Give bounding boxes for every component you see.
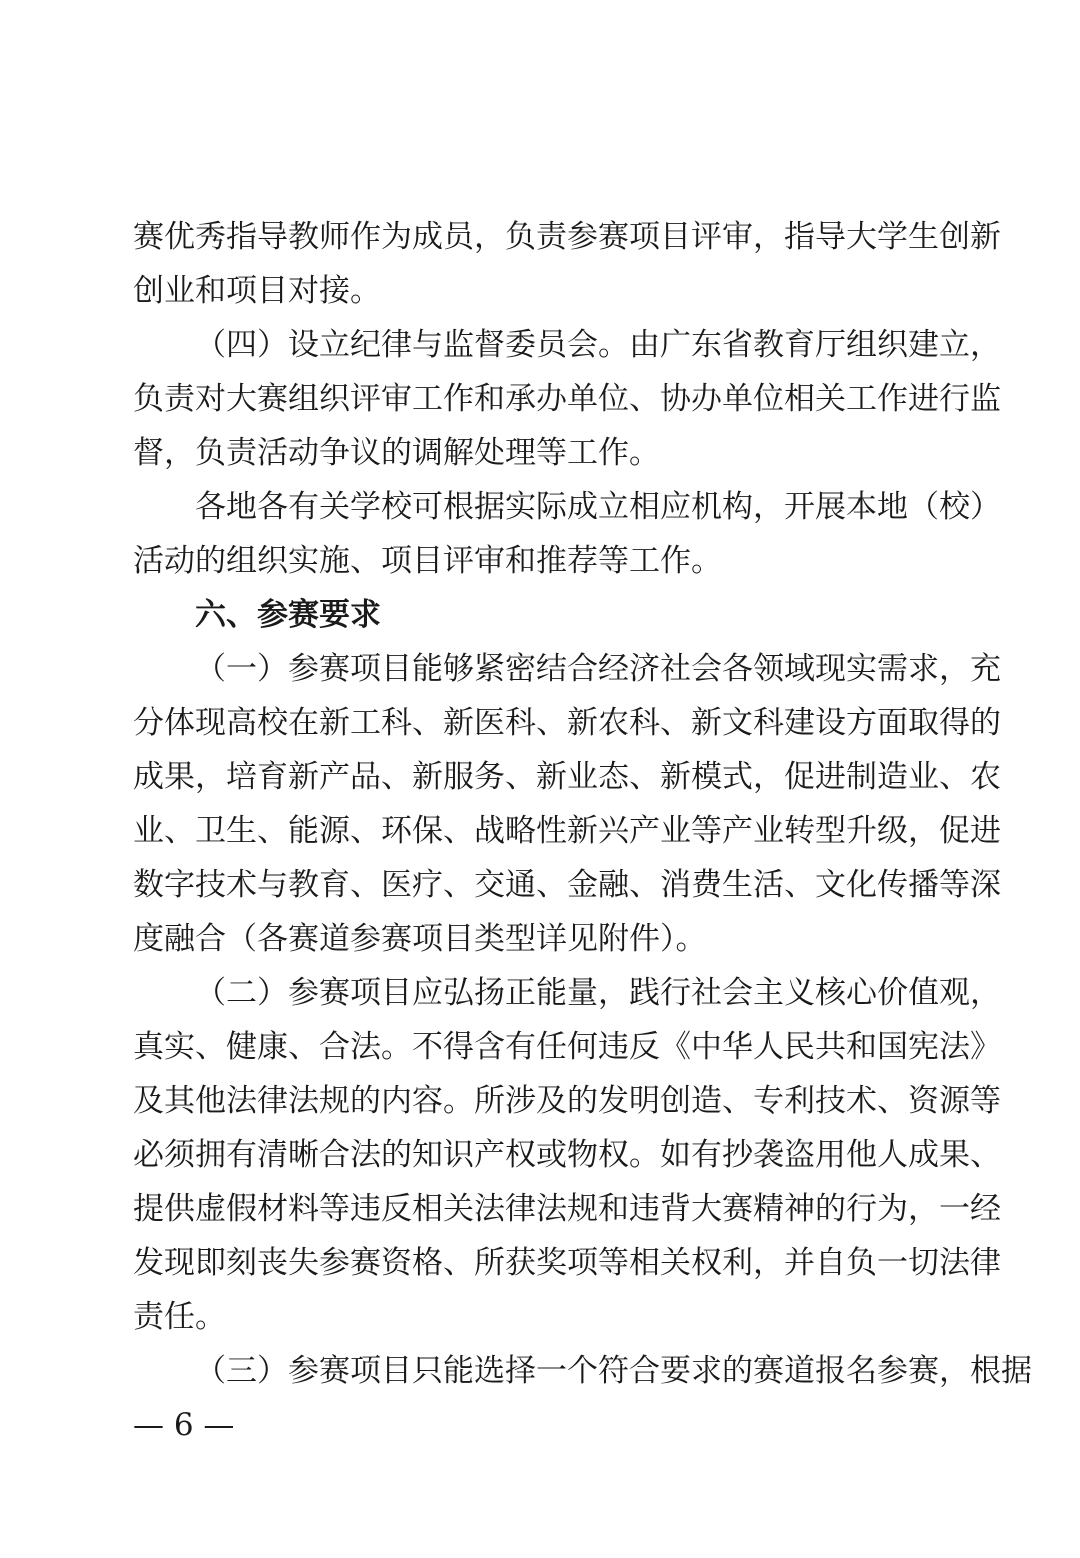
text-line: 提供虚假材料等违反相关法律法规和违背大赛精神的行为，一经 [133, 1191, 1001, 1227]
text-line: 负责对大赛组织评审工作和承办单位、协办单位相关工作进行监 [133, 381, 1001, 417]
text-line: 责任。 [133, 1299, 226, 1335]
text-line: 各地各有关学校可根据实际成立相应机构，开展本地（校） [195, 489, 1001, 525]
text-line: （二）参赛项目应弘扬正能量，践行社会主义核心价值观， [195, 975, 1001, 1011]
text-line: 度融合（各赛道参赛项目类型详见附件）。 [133, 921, 707, 957]
document-body [133, 210, 1032, 1398]
text-line: 及其他法律法规的内容。所涉及的发明创造、专利技术、资源等 [133, 1083, 1001, 1119]
text-line: 督，负责活动争议的调解处理等工作。 [133, 435, 660, 471]
text-line: 数字技术与教育、医疗、交通、金融、消费生活、文化传播等深 [133, 867, 1001, 903]
text-line: 赛优秀指导教师作为成员，负责参赛项目评审，指导大学生创新 [133, 219, 1001, 255]
text-line: 必须拥有清晰合法的知识产权或物权。如有抄袭盗用他人成果、 [133, 1137, 1001, 1173]
text-line: 真实、健康、合法。不得含有任何违反《中华人民共和国宪法》 [133, 1029, 1001, 1065]
text-line: 创业和项目对接。 [133, 273, 381, 309]
text-line: （一）参赛项目能够紧密结合经济社会各领域现实需求，充 [195, 651, 1001, 687]
text-line: 分体现高校在新工科、新医科、新农科、新文科建设方面取得的 [133, 705, 1001, 741]
text-line: （四）设立纪律与监督委员会。由广东省教育厅组织建立， [195, 327, 1001, 363]
section-heading: 六、参赛要求 [195, 597, 381, 633]
text-line: 发现即刻丧失参赛资格、所获奖项等相关权利，并自负一切法律 [133, 1245, 1001, 1281]
page-number: — 6 — [133, 1407, 235, 1443]
text-line: 活动的组织实施、项目评审和推荐等工作。 [133, 543, 722, 579]
text-line: 业、卫生、能源、环保、战略性新兴产业等产业转型升级，促进 [133, 813, 1001, 849]
text-line: （三）参赛项目只能选择一个符合要求的赛道报名参赛，根据 [195, 1353, 1032, 1389]
text-line: 成果，培育新产品、新服务、新业态、新模式，促进制造业、农 [133, 759, 1001, 795]
